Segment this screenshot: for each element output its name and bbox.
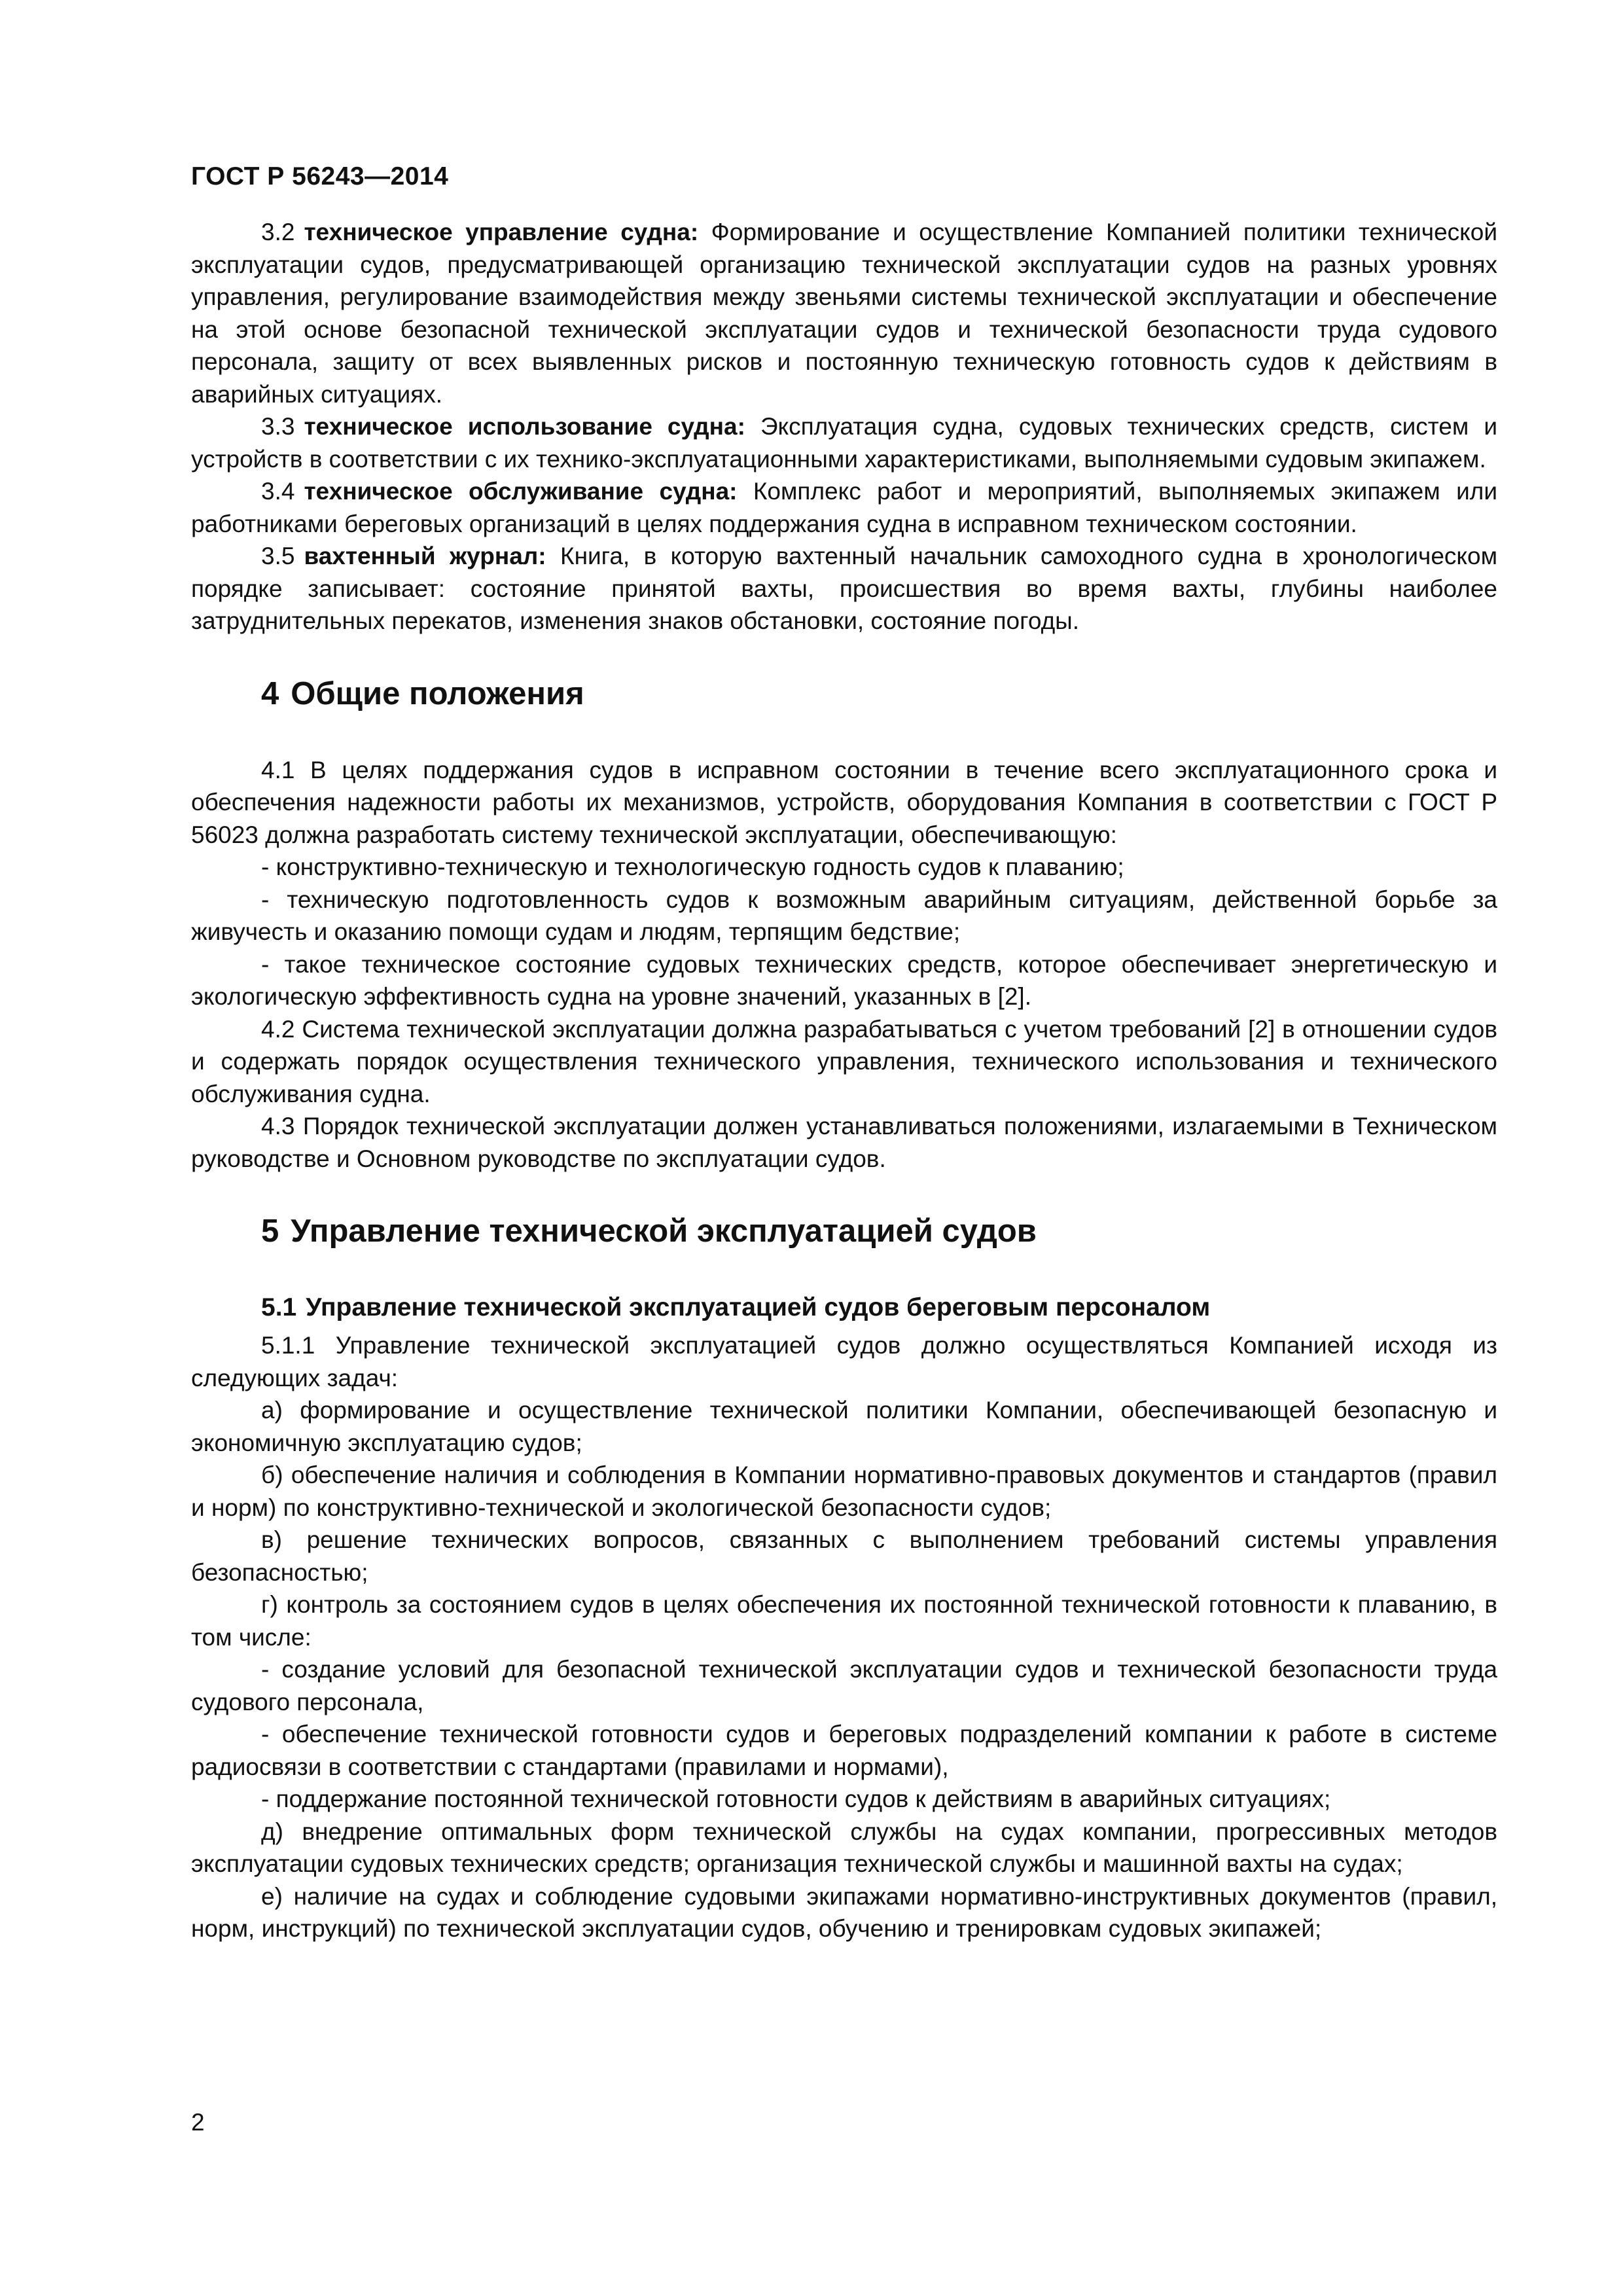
clause-4-1: 4.1 В целях поддержания судов в исправном состоянии в течение всего эксплуатационного срока и обеспечения надежности работы их механизмов, устройств, оборудования Компания в соответствии с ГОСТ Р 56023 должна разработать систему технической эксплуатации, обеспечивающую: [191, 756, 1497, 848]
list-item: в) решение технических вопросов, связанных с выполнением требований системы управления безопасностью; [191, 1526, 1497, 1586]
definition-text: Комплекс работ и мероприятий, выполняемых экипажем или работниками береговых организаций в целях поддержания судна в исправном техническом состоянии. [191, 478, 1497, 537]
definition-3-4 [191, 475, 1497, 540]
definition-number: 3.2 [261, 219, 295, 245]
definition-term: вахтенный журнал: [304, 543, 546, 569]
definition-term: техническое использование судна: [304, 413, 745, 440]
list-item: д) внедрение оптимальных форм технической службы на судах компании, прогрессивных методов эксплуатации судовых технических средств; организация технической службы и машинной вахты на судах; [191, 1818, 1497, 1877]
definition-number: 3.4 [261, 478, 295, 505]
definition-text: Книга, в которую вахтенный начальник самоходного судна в хронологическом порядке записывает: состояние принятой вахты, происшествия во время вахты, глубины наиболее затруднительных перекатов, изменения знаков обстановки, состояние погоды. [191, 543, 1498, 634]
section-number: 4 [261, 675, 279, 711]
section-5-heading [191, 1211, 1497, 1251]
definition-3-3 [191, 410, 1497, 475]
list-item: г) контроль за состоянием судов в целях обеспечения их постоянной технической готовности к плаванию, в том числе: [191, 1591, 1497, 1651]
list-item: - поддержание постоянной технической готовности судов к действиям в аварийных ситуациях; [261, 1785, 1331, 1812]
list-item: б) обеспечение наличия и соблюдения в Компании нормативно-правовых документов и стандартов (правил и норм) по конструктивно-технической и экологической безопасности судов; [191, 1462, 1497, 1521]
document-body [191, 216, 1497, 1945]
definition-text: Эксплуатация судна, судовых технических средств, систем и устройств в соответствии с их технико-эксплуатационными характеристиками, выполняемыми судовым экипажем. [191, 413, 1498, 473]
clause-4-3: 4.3 Порядок технической эксплуатации должен устанавливаться положениями, излагаемыми в Техническом руководстве и Основном руководстве по эксплуатации судов. [191, 1113, 1497, 1172]
definition-text: Формирование и осуществление Компанией политики технической эксплуатации судов, предусматривающей организацию технической эксплуатации судов на разных уровнях управления, регулирование взаимодействия между звеньями системы технической эксплуатации и обеспечение на этой основе безопасной технической эксплуатации судов и технической безопасности труда судового персонала, защиту от всех выявленных рисков и постоянную техническую готовность судов к действиям в аварийных ситуациях. [191, 219, 1498, 408]
section-4-heading [191, 674, 1497, 713]
list-item: е) наличие на судах и соблюдение судовыми экипажами нормативно-инструктивных документов (правил, норм, инструкций) по технической эксплуатации судов, обучению и тренировкам судовых экипажей; [191, 1882, 1497, 1942]
list-item: - техническую подготовленность судов к возможным аварийным ситуациям, действенной борьбе за живучесть и оказанию помощи судам и людям, терпящим бедствие; [191, 886, 1497, 945]
document-code-header: ГОСТ Р 56243—2014 [191, 162, 449, 190]
definition-3-5 [191, 540, 1497, 637]
list-item: - обеспечение технической готовности судов и береговых подразделений компании к работе в системе радиосвязи в соответствии с стандартами (правилами и нормами), [191, 1721, 1497, 1780]
page-number: 2 [191, 2109, 205, 2136]
subsection-number: 5.1 [261, 1293, 297, 1321]
section-title: Общие положения [291, 675, 584, 711]
definition-term: техническое обслуживание судна: [304, 478, 738, 505]
clause-5-1-1: 5.1.1 Управление технической эксплуатацией судов должно осуществляться Компанией исходя из следующих задач: [191, 1332, 1497, 1391]
section-number: 5 [261, 1213, 279, 1249]
list-item: - такое техническое состояние судовых технических средств, которое обеспечивает энергетическую и экологическую эффективность судна на уровне значений, указанных в [2]. [191, 950, 1497, 1010]
definition-term: техническое управление судна: [304, 219, 699, 245]
section-title: Управление технической эксплуатацией судов [291, 1213, 1037, 1249]
definition-number: 3.5 [261, 543, 295, 569]
definition-number: 3.3 [261, 413, 295, 440]
list-item: - создание условий для безопасной технической эксплуатации судов и технической безопасности труда судового персонала, [191, 1656, 1497, 1715]
subsection-5-1-heading [191, 1291, 1497, 1324]
list-item: а) формирование и осуществление технической политики Компании, обеспечивающей безопасную и экономичную эксплуатацию судов; [191, 1397, 1497, 1456]
clause-4-2: 4.2 Система технической эксплуатации должна разрабатываться с учетом требований [2] в отношении судов и содержать порядок осуществления технического управления, технического использования и технического обслуживания судна. [191, 1015, 1497, 1107]
subsection-title: Управление технической эксплуатацией судов береговым персоналом [306, 1293, 1211, 1321]
list-item: - конструктивно-техническую и технологическую годность судов к плаванию; [261, 853, 1124, 880]
definition-3-2 [191, 216, 1497, 410]
